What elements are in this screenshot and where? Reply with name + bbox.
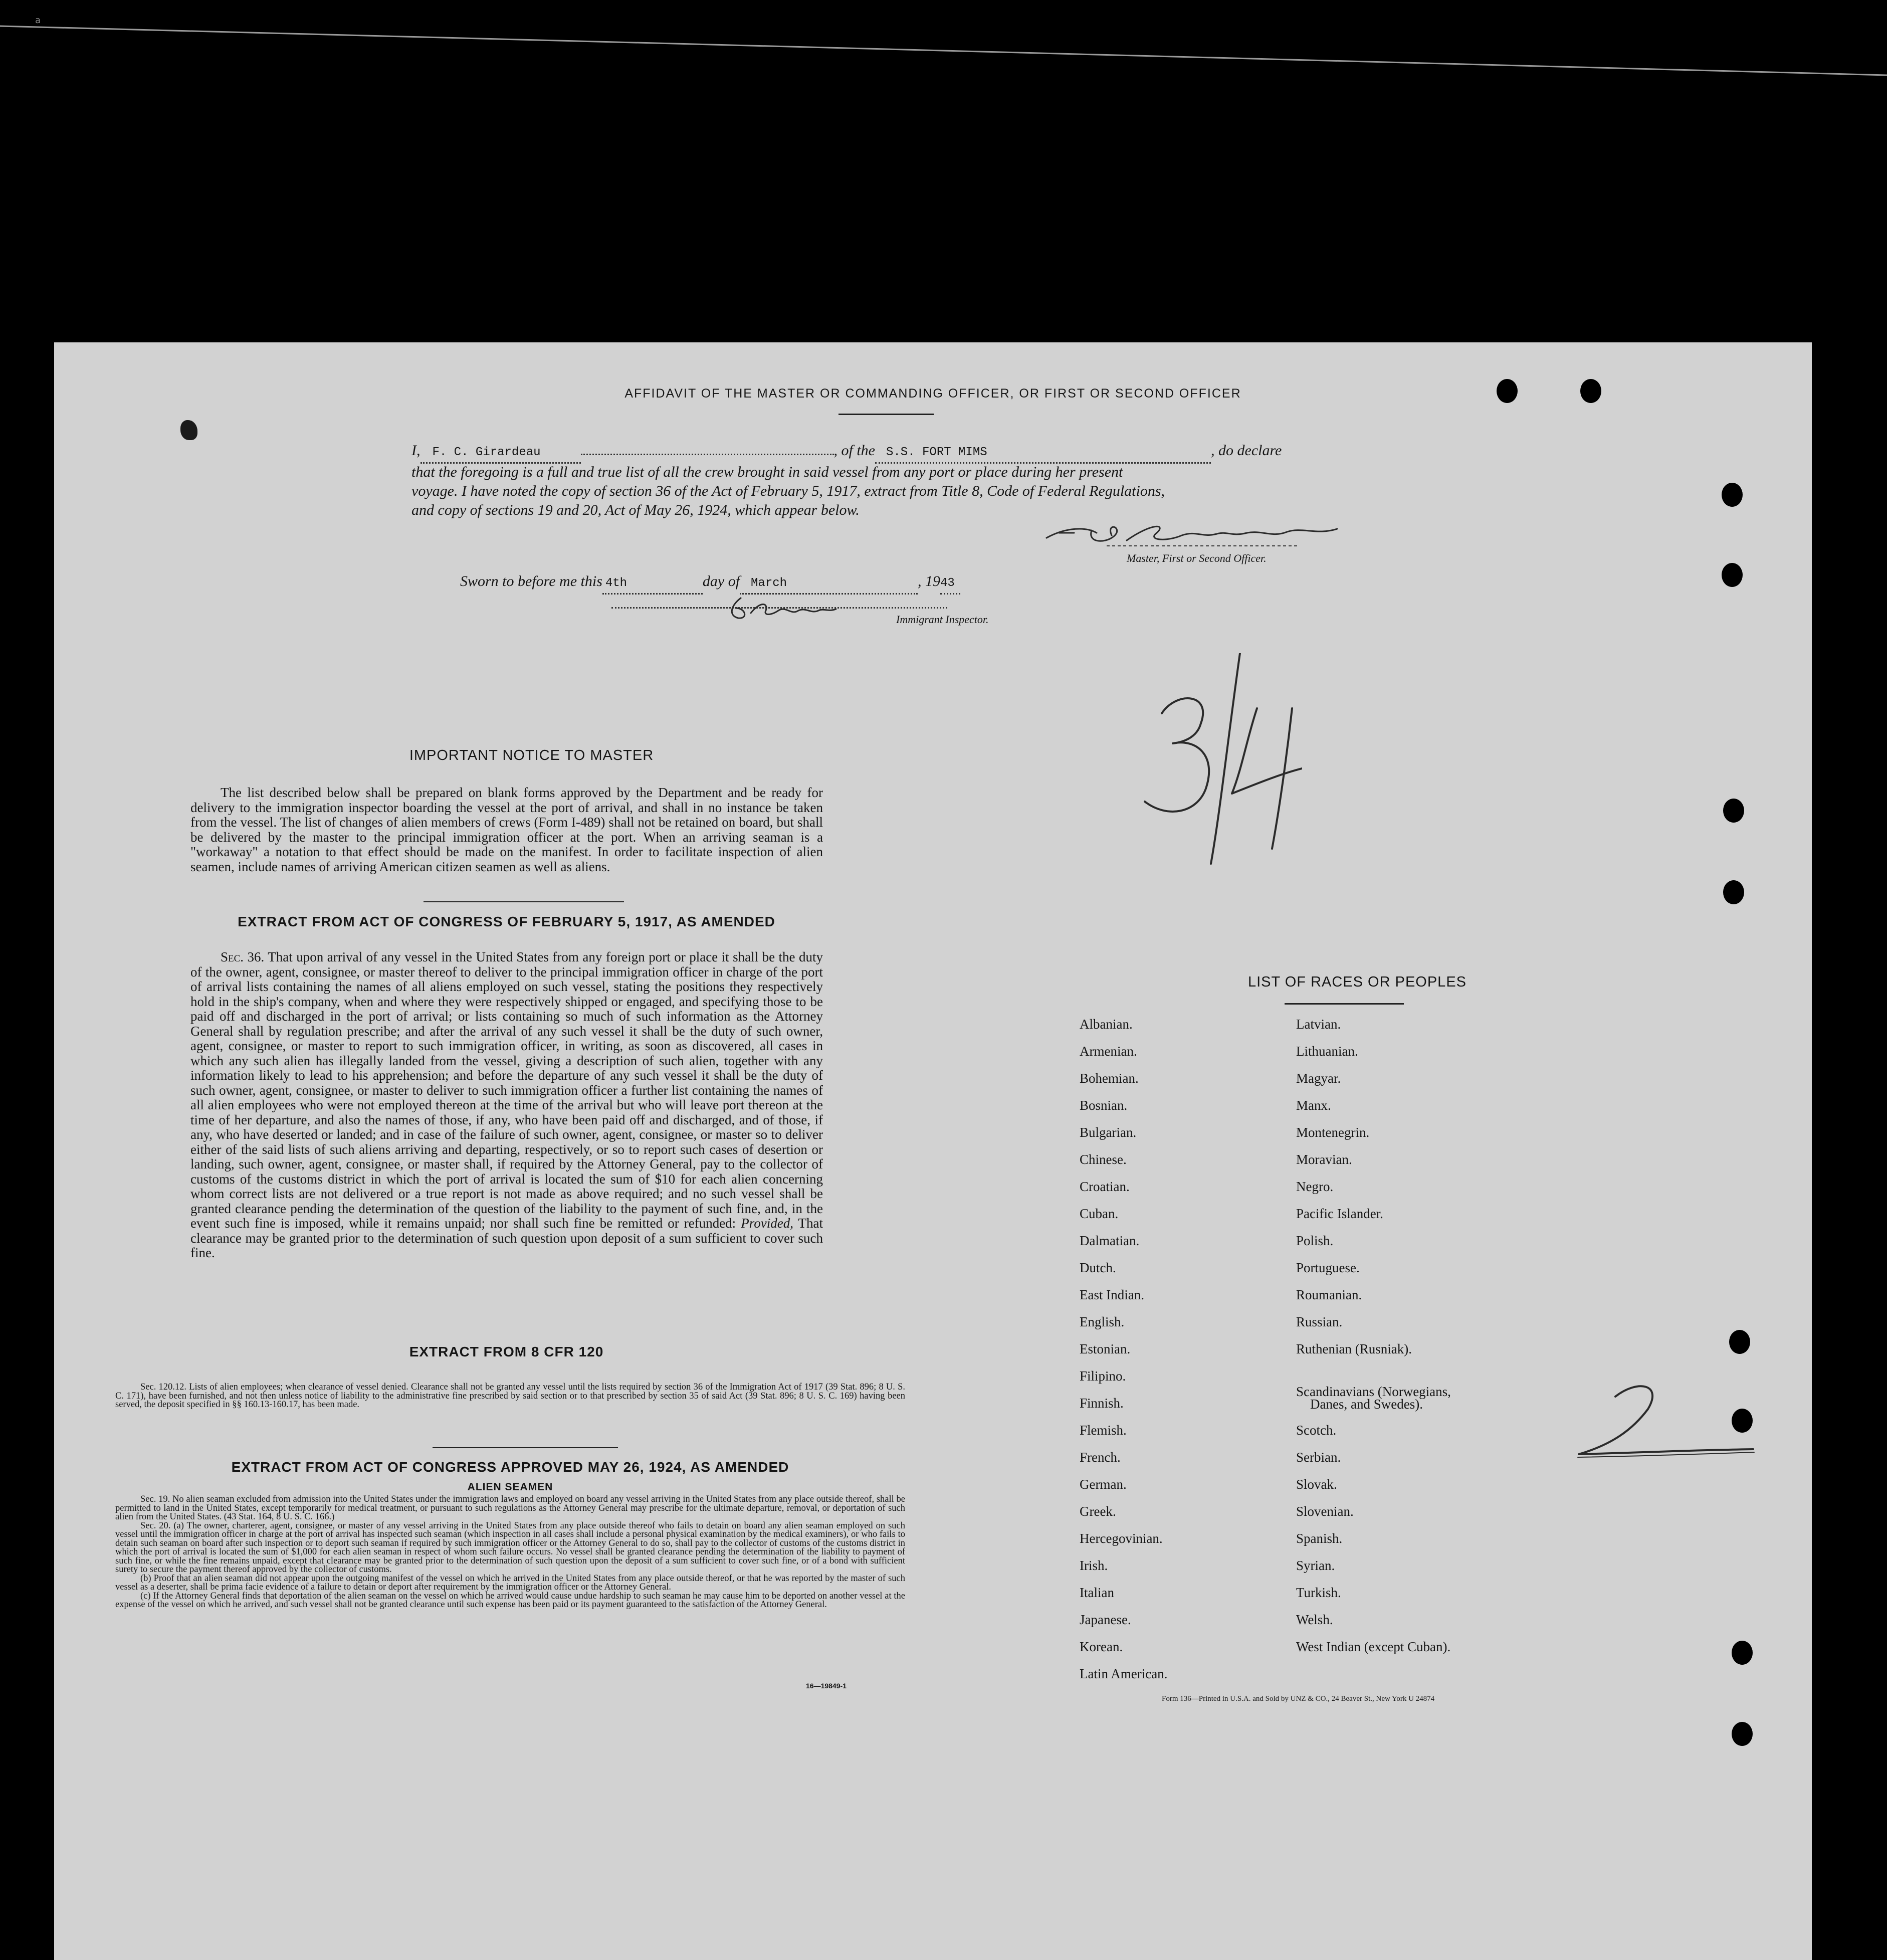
race-entry: Polish. [1296,1233,1334,1248]
punch-hole [1722,563,1743,587]
handwritten-page-mark [1568,1374,1758,1464]
punch-hole [1732,1722,1753,1746]
race-entry: Dutch. [1080,1260,1116,1275]
sworn-month-field: March [751,576,787,590]
races-title: LIST OF RACES OR PEOPLES [1247,974,1467,990]
race-entry: Dalmatian. [1080,1233,1140,1248]
race-entry: Slovenian. [1296,1504,1354,1519]
affidavit-line-4: and copy of sections 19 and 20, Act of May 26, 1924, which appear below. [411,502,860,518]
handwritten-folio-number [1142,653,1302,874]
race-entry: Scotch. [1296,1423,1337,1438]
race-entry: French. [1080,1450,1121,1465]
race-entry: Flemish. [1080,1423,1127,1438]
race-entry: Greek. [1080,1504,1116,1519]
sec-20b-text: (b) Proof that an alien seaman did not appear upon the outgoing manifest of the vessel on which he arrived in the United States from any place outside thereof, or that he was reported by the master of such vessel as a deserter, shall be prima facie evidence of a failure to detain or deport after requirement by the immigration officer or the Attorney General. [115,1573,905,1592]
ink-blot [180,420,197,440]
signature-label: Master, First or Second Officer. [1127,552,1267,564]
extract-1917-title: EXTRACT FROM ACT OF CONGRESS OF FEBRUARY 5, 1917, AS AMENDED [238,914,775,929]
extract-1924-title: EXTRACT FROM ACT OF CONGRESS APPROVED MAY 26, 1924, AS AMENDED [231,1459,789,1475]
extract-cfr-title: EXTRACT FROM 8 CFR 120 [409,1344,604,1359]
race-entry: Bulgarian. [1080,1125,1137,1140]
race-entry: Latin American. [1080,1666,1168,1681]
notice-text: The list described below shall be prepared on blank forms approved by the Department and be ready for delivery to the immigration inspector boarding the vessel at the port of arrival, and shall in no instance be taken from the vessel. The list of changes of alien members of crews (Form I-489) shall not be retained on board, but shall be delivered by the master to the principal immigration officer at the port. When an arriving seaman is a "workaway" a notation to that effect should be made on the manifest. In order to facilitate inspection of alien seamen, include names of arriving American citizen seamen as well as aliens. [190,785,823,874]
race-entry: Portuguese. [1296,1260,1360,1275]
form-footer: Form 136—Printed in U.S.A. and Sold by UNZ & CO., 24 Beaver St., New York U 24874 [1162,1695,1435,1703]
race-entry: Estonian. [1080,1341,1131,1356]
master-signature [1036,518,1357,553]
race-entry: Bosnian. [1080,1098,1128,1113]
punch-hole [1723,799,1744,823]
race-entry: Danes, and Swedes). [1310,1397,1423,1412]
notice-title: IMPORTANT NOTICE TO MASTER [409,747,654,763]
race-entry: Pacific Islander. [1296,1206,1383,1221]
race-entry: Korean. [1080,1639,1123,1654]
manifest-back-page [54,342,1812,1960]
race-entry: Scandinavians (Norwegians, [1296,1384,1451,1399]
race-entry: Albanian. [1080,1017,1133,1032]
race-entry: Filipino. [1080,1368,1126,1384]
punch-hole [1722,483,1743,507]
cfr-rule [433,1447,618,1448]
race-entry: Moravian. [1296,1152,1352,1167]
punch-hole [1732,1409,1753,1433]
race-entry: German. [1080,1477,1127,1492]
alien-seamen-subtitle: ALIEN SEAMEN [467,1481,553,1493]
inspector-label: Immigrant Inspector. [896,613,989,626]
extract-1917-text: Sec. 36. That upon arrival of any vessel in the United States from any foreign port or place it shall be the duty of the owner, agent, consignee, or master thereof to deliver to the principal immigration officer in charge of the port of arrival lists containing the names of all aliens employed on such vessel, stating the positions they respectively hold in the ship's company, when and where they were respectively shipped or engaged, and specifying those to be paid off and discharged in the port of arrival; or lists containing so much of such information as the Attorney General shall by regulation prescribe; and after the arrival of any such vessel it shall be the duty of such owner, agent, consignee, or master to report to such immigration officer, in writing, as soon as discovered, all cases in which any such alien has illegally landed from the vessel, giving a description of such alien, together with any information likely to lead to his apprehension; and before the departure of any such vessel it shall be the duty of such owner, agent, consignee, or master to deliver to such immigration officer a further list containing the names of all alien employees who were not employed thereon at the time of the arrival but who will leave port thereon at the time of her departure, and also the names of those, if any, who have been paid off and discharged, and of those, if any, who have deserted or landed; and in case of the failure of such owner, agent, consignee, or master so to deliver either of the said lists of such aliens arriving and departing, respectively, or so to report such cases of desertion or landing, such owner, agent, consignee, or master shall, if required by the Attorney General, pay to the collector of customs of the customs district in which the port of arrival is located the sum of $10 for each alien concerning whom correct lists are not delivered or a true report is not made as above required; and no such vessel shall be granted clearance pending the determination of the question of the liability to the payment of such fine, and, in the event such fine is imposed, while it remains unpaid; nor shall such fine be remitted or refunded: Provided, That clearance may be granted prior to the determination of such question upon deposit of a sum sufficient to cover such fine. [190,949,823,1260]
punch-hole [1497,379,1518,403]
master-name-field: F. C. Girardeau [432,446,541,459]
race-entry: Magyar. [1296,1071,1341,1086]
extract-cfr-text: Sec. 120.12. Lists of alien employees; when clearance of vessel denied. Clearance shall not be granted any vessel until the lists required by section 36 of the Immigration Act of 1917 (39 Stat. 896; 8 U. S. C. 171), have been furnished, and not then unless notice of liability to the administrative fine prescribed by said section or to that prescribed by section 35 of said Act (39 Stat. 896; 8 U. S. C. 169) having been served, the deposit specified in §§ 160.13-160.17, has been made. [115,1382,905,1410]
race-entry: Armenian. [1080,1044,1137,1059]
inspector-signature [721,593,841,623]
race-entry: Lithuanian. [1296,1044,1358,1059]
race-entry: East Indian. [1080,1287,1144,1302]
race-entry: Chinese. [1080,1152,1127,1167]
punch-hole [1723,880,1744,904]
race-entry: Spanish. [1296,1531,1343,1546]
race-entry: Montenegrin. [1296,1125,1370,1140]
race-entry: Latvian. [1296,1017,1341,1032]
sec-19-text: Sec. 19. No alien seaman excluded from admission into the United States under the immigration laws and employed on board any vessel arriving in the United States from any place outside thereof, shall be permitted to land in the United States, except temporarily for medical treatment, or pursuant to such regulations as the Attorney General may prescribe for the ultimate departure, removal, or deportation of such alien from the United States. (43 Stat. 164, 8 U. S. C. 166.) [115,1494,905,1522]
race-entry: Syrian. [1296,1558,1335,1573]
race-entry: Welsh. [1296,1612,1333,1627]
race-entry: Japanese. [1080,1612,1131,1627]
race-entry: Hercegovinian. [1080,1531,1163,1546]
race-entry: Negro. [1296,1179,1334,1194]
print-code: 16—19849-1 [806,1682,847,1690]
race-entry: Finnish. [1080,1396,1124,1411]
race-entry: Serbian. [1296,1450,1341,1465]
race-entry: Ruthenian (Rusniak). [1296,1341,1412,1356]
sworn-year-field: 43 [940,576,955,590]
race-entry: Cuban. [1080,1206,1119,1221]
punch-hole [1729,1330,1750,1354]
sec-20a-text: Sec. 20. (a) The owner, charterer, agent, consignee, or master of any vessel arriving in the United States from any place outside thereof who fails to detain on board any alien seaman employed on such vessel until the immigration officer in charge at the port of arrival has inspected such seaman (which inspection in all cases shall include a personal physical examination by the medical examiners), or who fails to detain such seaman on board after such inspection or to deport such seaman if required by such immigration officer or the Attorney General to do so, shall pay to the collector of customs of the customs district in which the port of arrival is located the sum of $1,000 for each alien seaman in respect of whom such failure occurs. No vessel shall be granted clearance pending the determination of the liability to payment of such fine, or while the fine remains unpaid, except that clearance may be granted prior to the determination of such question upon the deposit of a sum sufficient to cover such fine, or of a bond with sufficient surety to secure the payment thereof approved by the collector of customs. [115,1520,905,1575]
affidavit-line-1: I, F. C. Girardeau , of the S.S. FORT MIMS , do declare [411,441,1282,464]
race-entry: Roumanian. [1296,1287,1362,1302]
affidavit-line-2: that the foregoing is a full and true list of all the crew brought in said vessel from any port or place during her present [411,464,1123,480]
race-entry: Russian. [1296,1314,1343,1329]
extract-1924-text [115,1495,905,1610]
race-entry: Manx. [1296,1098,1331,1113]
race-entry: English. [1080,1314,1125,1329]
sec-20c-text: (c) If the Attorney General finds that deportation of the alien seaman on the vessel on which he arrived would cause undue hardship to such seaman he may cause him to be deported on another vessel at the expense of the vessel on which he arrived, and such vessel shall not be granted clearance until such expense has been paid or its payment guaranteed to the satisfaction of the Attorney General. [115,1591,905,1610]
race-entry: Turkish. [1296,1585,1341,1600]
notice-rule [424,901,624,902]
affidavit-title: AFFIDAVIT OF THE MASTER OR COMMANDING OFFICER, OR FIRST OR SECOND OFFICER [624,386,1241,401]
races-rule [1285,1003,1404,1005]
punch-hole [1732,1641,1753,1665]
race-entry: Slovak. [1296,1477,1337,1492]
scan-corner-mark: a [35,15,41,26]
vessel-name-field: S.S. FORT MIMS [886,446,987,459]
race-entry: Italian [1080,1585,1114,1600]
affidavit-line-3: voyage. I have noted the copy of section 36 of the Act of February 5, 1917, extract from Title 8, Code of Federal Regulations, [411,483,1165,499]
scan-border-line [0,0,1887,100]
race-entry: Irish. [1080,1558,1108,1573]
race-entry: West Indian (except Cuban). [1296,1639,1451,1654]
sworn-line: Sworn to before me this 4th day of March , 1943 [460,572,960,595]
sworn-day-field: 4th [605,576,627,590]
title-rule [838,414,934,415]
race-entry: Bohemian. [1080,1071,1139,1086]
race-entry: Croatian. [1080,1179,1130,1194]
punch-hole [1580,379,1601,403]
